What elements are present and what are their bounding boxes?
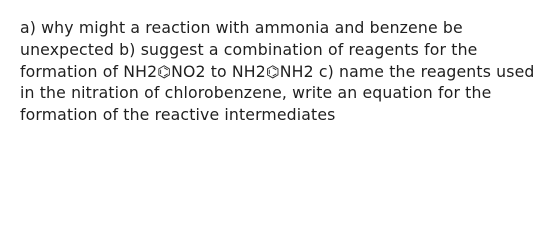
question-text: a) why might a reaction with ammonia and benzene be unexpected b) suggest a combination of reagents for the formation of NH2⌬NO2 to NH2⌬NH2 c) name the reagents used in the nitration of chlorobenzene, write an equation for the formation of the reactive intermediates [20, 18, 535, 125]
